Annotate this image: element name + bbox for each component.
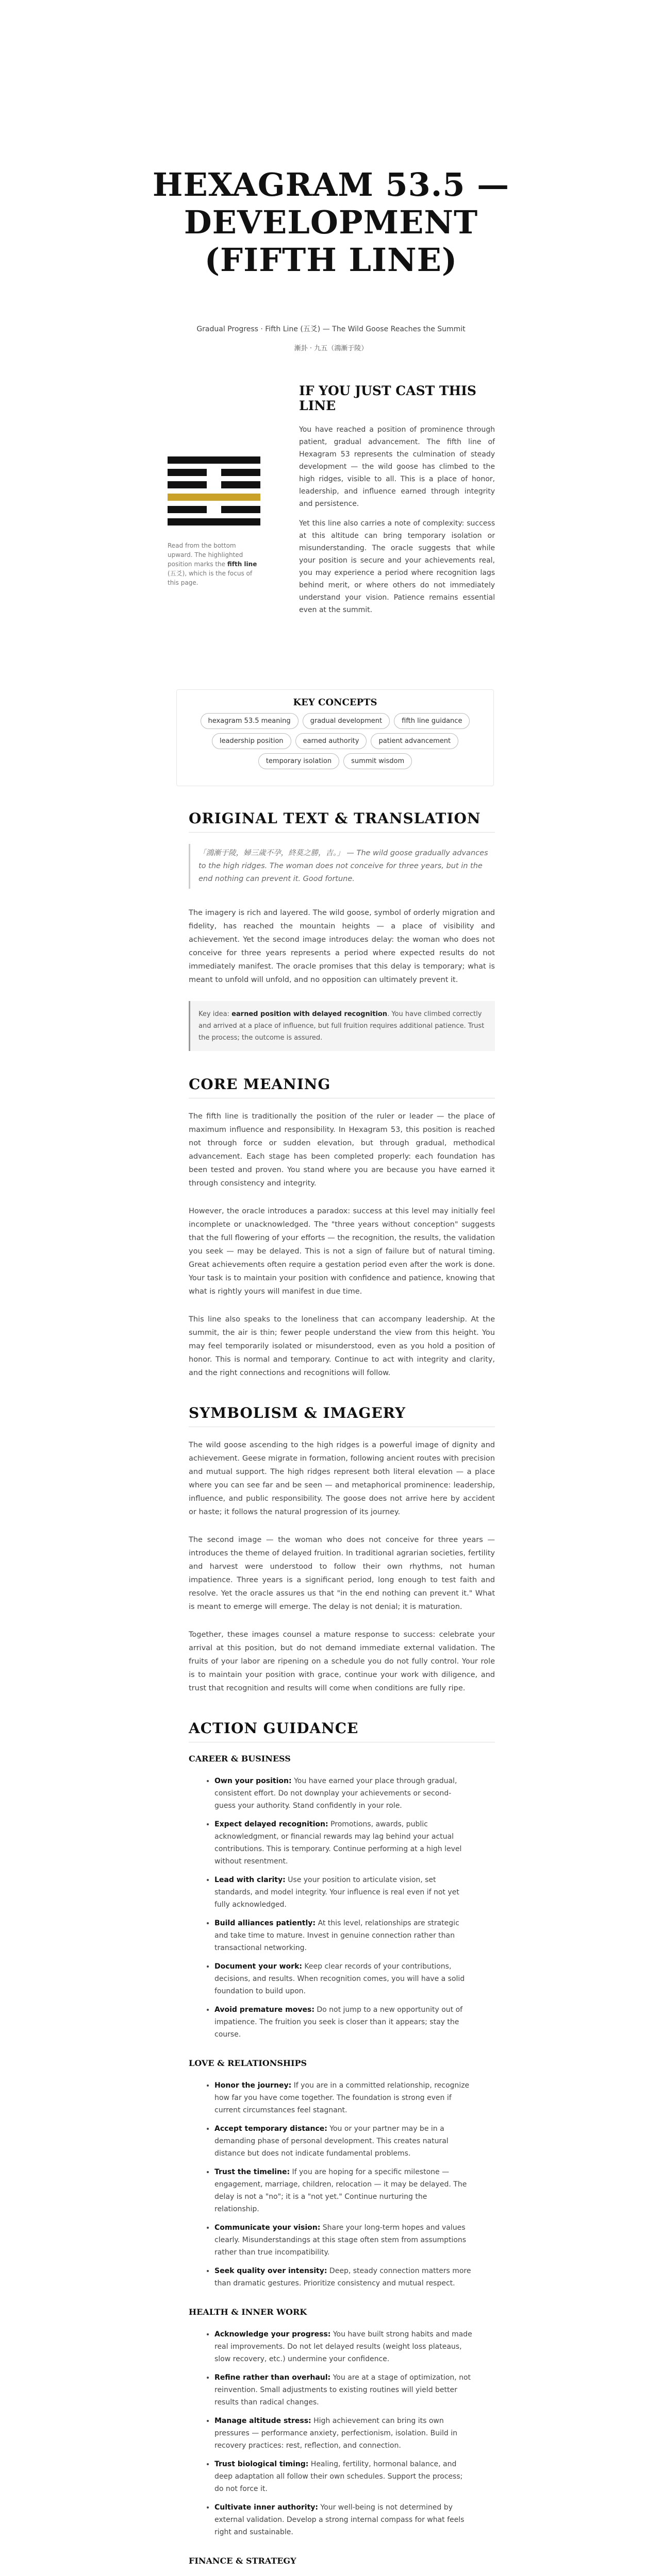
concept-tag[interactable]: temporary isolation [258,753,339,769]
list-item-text: You have built strong habits and made real improvements. Do not let delayed results (weight loss plateaus, slow recovery, etc.) undermine your confidence. [214,2330,472,2363]
career-list-item [214,1960,472,1997]
concept-tag[interactable]: summit wisdom [343,753,412,769]
health-list-item [214,2501,472,2538]
caption-bold: fifth line [227,561,257,568]
hexagram-line-segment [168,506,207,513]
symbolism-heading: SYMBOLISM & IMAGERY [189,1404,495,1427]
list-item-label: Build alliances patiently: [214,1919,316,1927]
list-item-label: Lead with clarity: [214,1876,286,1884]
action-guidance-heading: ACTION GUIDANCE [189,1720,495,1742]
key-idea-callout [189,1001,495,1051]
caption-text: Read from the bottom upward. The highlighted position marks the [168,542,243,568]
concept-tag[interactable]: earned authority [295,733,367,749]
love-list [189,2079,472,2290]
concept-tag[interactable]: gradual development [303,713,390,729]
hexagram-line-segment [221,506,260,513]
health-list [189,2328,472,2538]
hexagram-line-segment [168,456,260,464]
key-concepts-heading: KEY CONCEPTS [293,697,377,708]
original-text-section [189,810,495,2576]
hexagram-line-segment [168,494,260,501]
original-paragraph: The imagery is rich and layered. The wild goose, symbol of orderly migration and fidelity, has reached the mountain heights — a place of visibility and achievement. Yet the second image introduces delay: the woman who does not conceive for three years represents a period where expected results do not immediately manifest. The oracle promises that this delay is temporary; what is meant to unfold will unfold, and no opposition can ultimately prevent it. [189,909,495,984]
callout-label: Key idea: [198,1010,229,1018]
list-item-text: High achievement can bring its own pressures — performance anxiety, perfectionism, isolation. Build in recovery practices: rest, reflection, and connection. [214,2417,458,2450]
finance-heading: FINANCE & STRATEGY [189,2556,296,2566]
list-item-label: Trust biological timing: [214,2460,309,2468]
hexagram-line-segment [221,481,260,488]
career-list-item [214,1775,472,1812]
concept-tag[interactable]: hexagram 53.5 meaning [201,713,299,729]
list-item-label: Cultivate inner authority: [214,2503,318,2512]
love-heading: LOVE & RELATIONSHIPS [189,2058,307,2068]
list-item-label: Own your position: [214,1777,292,1785]
intro-heading: IF YOU JUST CAST THIS LINE [299,383,476,413]
page-title: HEXAGRAM 53.5 — DEVELOPMENT (FIFTH LINE) [152,166,510,279]
career-list-item [214,1917,472,1954]
hexagram-line [168,518,260,526]
page-subtitle-chinese: 漸卦 · 九五（鴻漸于陵） [294,345,368,352]
health-list-item [214,2328,472,2365]
list-item-text: Use your position to articulate vision, set standards, and model integrity. Your influence is real even if not yet fully acknowledged. [214,1876,459,1909]
list-item-text: Promotions, awards, public acknowledgment, or financial rewards may lag behind your actual contributions. This is temporary. Continue performing at a high level without resentment. [214,1820,462,1866]
list-item-label: Expect delayed recognition: [214,1820,328,1828]
health-list-item [214,2371,472,2409]
list-item-text: At this level, relationships are strategic and take time to mature. Invest in genuine connection rather than transactional networking. [214,1919,459,1952]
hexagram-lines [168,456,260,526]
list-item-text: You have earned your place through gradual, consistent effort. Do not downplay your achievements or second-guess your authority. Stand confidently in your role. [214,1777,457,1810]
list-item-label: Manage altitude stress: [214,2417,311,2425]
career-list [189,1775,472,2041]
concept-tag[interactable]: fifth line guidance [394,713,470,729]
hexagram-line [168,456,260,464]
caption-text-end: (五爻), which is the focus of this page. [168,570,253,586]
original-quote: 「鴻漸于陵，婦三歲不孕，終莫之勝，吉。」 — The wild goose gradually advances to the high ridges. The woman does not conceive for three years, but in the end nothing can prevent it. Good fortune. [189,844,495,889]
health-heading: HEALTH & INNER WORK [189,2307,307,2317]
concept-tag[interactable]: leadership position [212,733,291,749]
hexagram-line [168,481,260,488]
hexagram-line [168,469,260,476]
list-item-text: You or your partner may be in a demanding phase of personal development. This creates natural distance but does not indicate fundamental problems. [214,2125,449,2158]
intro-paragraph: You have reached a position of prominence through patient, gradual advancement. The fifth line of Hexagram 53 represents the culmination of steady development — the wild goose has climbed to the high ridges, visible to all. This is a place of honor, leadership, and influence earned through integrity and persistence. [299,426,495,508]
symbolism-paragraph: The second image — the woman who does not conceive for three years — introduces the theme of delayed fruition. In traditional agrarian societies, fertility and harvest were understood to follow their own rhythms, not human impatience. Three years is a significant period, long enough to test faith and resolve. Yet the oracle assures us that "in the end nothing can prevent it." What is meant to emerge will emerge. The delay is not denial; it is maturation. [189,1536,495,1611]
key-concepts-box [176,689,494,786]
love-list-item [214,2222,472,2259]
hexagram-caption [168,541,260,587]
hexagram-line-segment [168,518,260,526]
core-paragraph: This line also speaks to the loneliness that can accompany leadership. At the summit, the air is thin; fewer people understand the view from this height. You may feel temporarily isolated or misunderstood, even as you hold a position of honor. This is normal and temporary. Continue to act with integrity and clarity, and the right connections and recognitions will follow. [189,1315,495,1377]
career-heading: CAREER & BUSINESS [189,1754,291,1764]
intro-section [299,383,495,623]
original-heading: ORIGINAL TEXT & TRANSLATION [189,810,495,833]
health-list-item [214,2415,472,2452]
hexagram-line [168,506,260,513]
list-item-text: Share your long-term hopes and values clearly. Misunderstandings at this stage often stem from assumptions rather than true incompatibility. [214,2224,467,2257]
list-item-text: Keep clear records of your contributions, decisions, and results. When recognition comes, you will have a solid foundation to build upon. [214,1962,465,1995]
list-item-text: If you are hoping for a specific milestone — engagement, marriage, children, relocation — it may be delayed. The delay is not a "no"; it is a "not yet." Continue nurturing the relationship. [214,2168,467,2213]
love-list-item [214,2123,472,2160]
concept-tag[interactable]: patient advancement [371,733,458,749]
hexagram-line-segment [168,469,207,476]
page-subtitle: Gradual Progress · Fifth Line (五爻) — The Wild Goose Reaches the Summit [196,325,466,333]
list-item-label: Acknowledge your progress: [214,2330,331,2338]
core-paragraph: The fifth line is traditionally the position of the ruler or leader — the place of maximum influence and responsibility. In Hexagram 53, this position is reached not through force or sudden elevation, but through gradual, methodical advancement. Each stage has been completed properly: each foundation has been tested and proven. You stand where you are because you have earned it through consistency and integrity. [189,1112,495,1188]
list-item-text: Healing, fertility, hormonal balance, and deep adaptation all follow their own schedules. Support the process; do not force it. [214,2460,463,2493]
callout-bold: earned position with delayed recognition [231,1010,388,1018]
list-item-text: If you are in a committed relationship, recognize how far you have come together. The foundation is strong even if current circumstances feel stagnant. [214,2081,470,2114]
career-list-item [214,2004,472,2041]
list-item-label: Trust the timeline: [214,2168,290,2176]
love-list-item [214,2265,472,2290]
love-list-item [214,2079,472,2116]
love-list-item [214,2166,472,2215]
callout-text: . You have climbed correctly and arrived at a place of influence, but full fruition requires additional patience. Trust the process; the outcome is assured. [198,1010,485,1042]
list-item-label: Communicate your vision: [214,2224,321,2232]
list-item-label: Accept temporary distance: [214,2125,327,2133]
list-item-text: Deep, steady connection matters more than dramatic gestures. Prioritize consistency and mutual respect. [214,2267,471,2287]
hexagram-line-segment [168,481,207,488]
hexagram-line-highlighted [168,494,260,501]
core-paragraph: However, the oracle introduces a paradox: success at this level may initially feel incomplete or unacknowledged. The "three years without conception" suggests that the full flowering of your efforts — the recognition, the results, the validation you seek — may be delayed. This is not a sign of failure but of natural timing. Great achievements often require a gestation period even after the work is done. Your task is to maintain your position with confidence and patience, knowing that what is rightly yours will manifest in due time. [189,1207,495,1296]
hexagram-figure [168,456,260,587]
career-list-item [214,1818,472,1868]
core-meaning-heading: CORE MEANING [189,1076,495,1098]
hexagram-line-segment [221,469,260,476]
list-item-label: Avoid premature moves: [214,2006,315,2014]
career-list-item [214,1874,472,1911]
key-concepts-tags [177,713,493,769]
intro-paragraph: Yet this line also carries a note of complexity: success at this altitude can bring temporary isolation or misunderstanding. The oracle suggests that while your position is secure and your achievements real, you may experience a period where recognition lags behind merit, or where others do not immediately understand your vision. Patience remains essential even at the summit. [299,519,495,614]
list-item-label: Seek quality over intensity: [214,2267,327,2275]
list-item-label: Refine rather than overhaul: [214,2374,331,2382]
list-item-text: Your well-being is not determined by external validation. Develop a strong internal compass for what feels right and sustainable. [214,2503,465,2536]
list-item-text: You are at a stage of optimization, not reinvention. Small adjustments to existing routines will yield better results than radical changes. [214,2374,471,2406]
list-item-label: Honor the journey: [214,2081,292,2090]
list-item-label: Document your work: [214,1962,302,1971]
symbolism-paragraph: The wild goose ascending to the high ridges is a powerful image of dignity and achievement. Geese migrate in formation, following ancient routes with precision and mutual support. The high ridges represent both literal elevation — a place where you can see far and be seen — and metaphorical prominence: leadership, influence, and public responsibility. The goose does not arrive here by accident or haste; it follows the natural progression of its journey. [189,1441,495,1516]
list-item-text: Do not jump to a new opportunity out of impatience. The fruition you seek is closer than it appears; stay the course. [214,2006,463,2039]
health-list-item [214,2458,472,2495]
symbolism-paragraph: Together, these images counsel a mature response to success: celebrate your arrival at this position, but do not demand immediate external validation. The fruits of your labor are ripening on a schedule you do not fully control. Your role is to maintain your position with grace, continue your work with diligence, and trust that recognition and results will come when conditions are fully ripe. [189,1631,495,1692]
